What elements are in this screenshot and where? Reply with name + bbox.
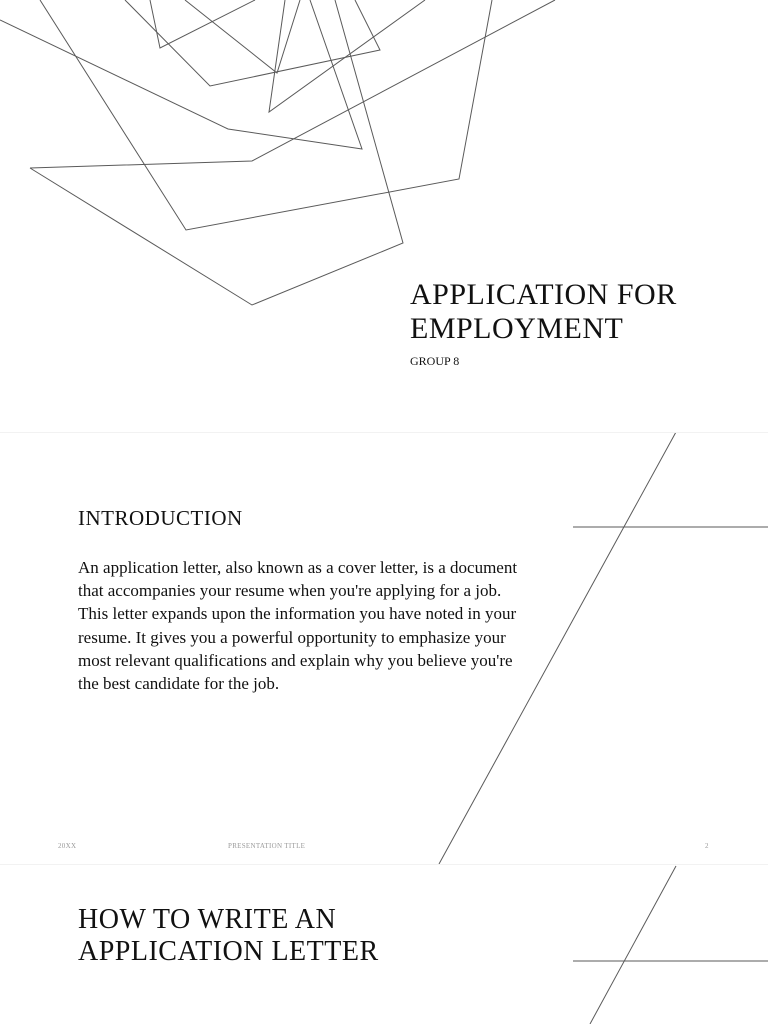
section-heading: INTRODUCTION	[78, 506, 243, 530]
deco-polygon-5	[125, 0, 380, 86]
slide-title	[0, 0, 768, 432]
deco-polygon-1	[30, 0, 403, 305]
deco-polygon-2	[40, 0, 492, 230]
slide-introduction	[0, 432, 768, 864]
footer-date: 20XX	[58, 842, 77, 850]
footer-page-number: 2	[705, 842, 709, 850]
section-body-text: An application letter, also known as a cover letter, is a document that accompanies your resume when you're applying for a job. This letter expands upon the information you have noted in your resume. It gives you a powerful opportunity to emphasize your most relevant qualifications and explain why you believe you're the best candidate for the job.	[78, 558, 518, 694]
slide-separator	[0, 432, 768, 433]
geometric-line-art	[0, 0, 768, 432]
accent-diagonal-line	[590, 866, 676, 1024]
deco-polygon-8	[185, 0, 300, 73]
slide-separator	[0, 864, 768, 865]
deco-polygon-7	[269, 0, 425, 112]
footer-presentation-title: PRESENTATION TITLE	[228, 842, 306, 850]
slide-how-to-write	[0, 864, 768, 1024]
presentation-subtitle: GROUP 8	[410, 354, 460, 368]
section-heading: HOW TO WRITE AN APPLICATION LETTER	[78, 904, 379, 967]
presentation-title: APPLICATION FOR EMPLOYMENT	[410, 278, 677, 345]
